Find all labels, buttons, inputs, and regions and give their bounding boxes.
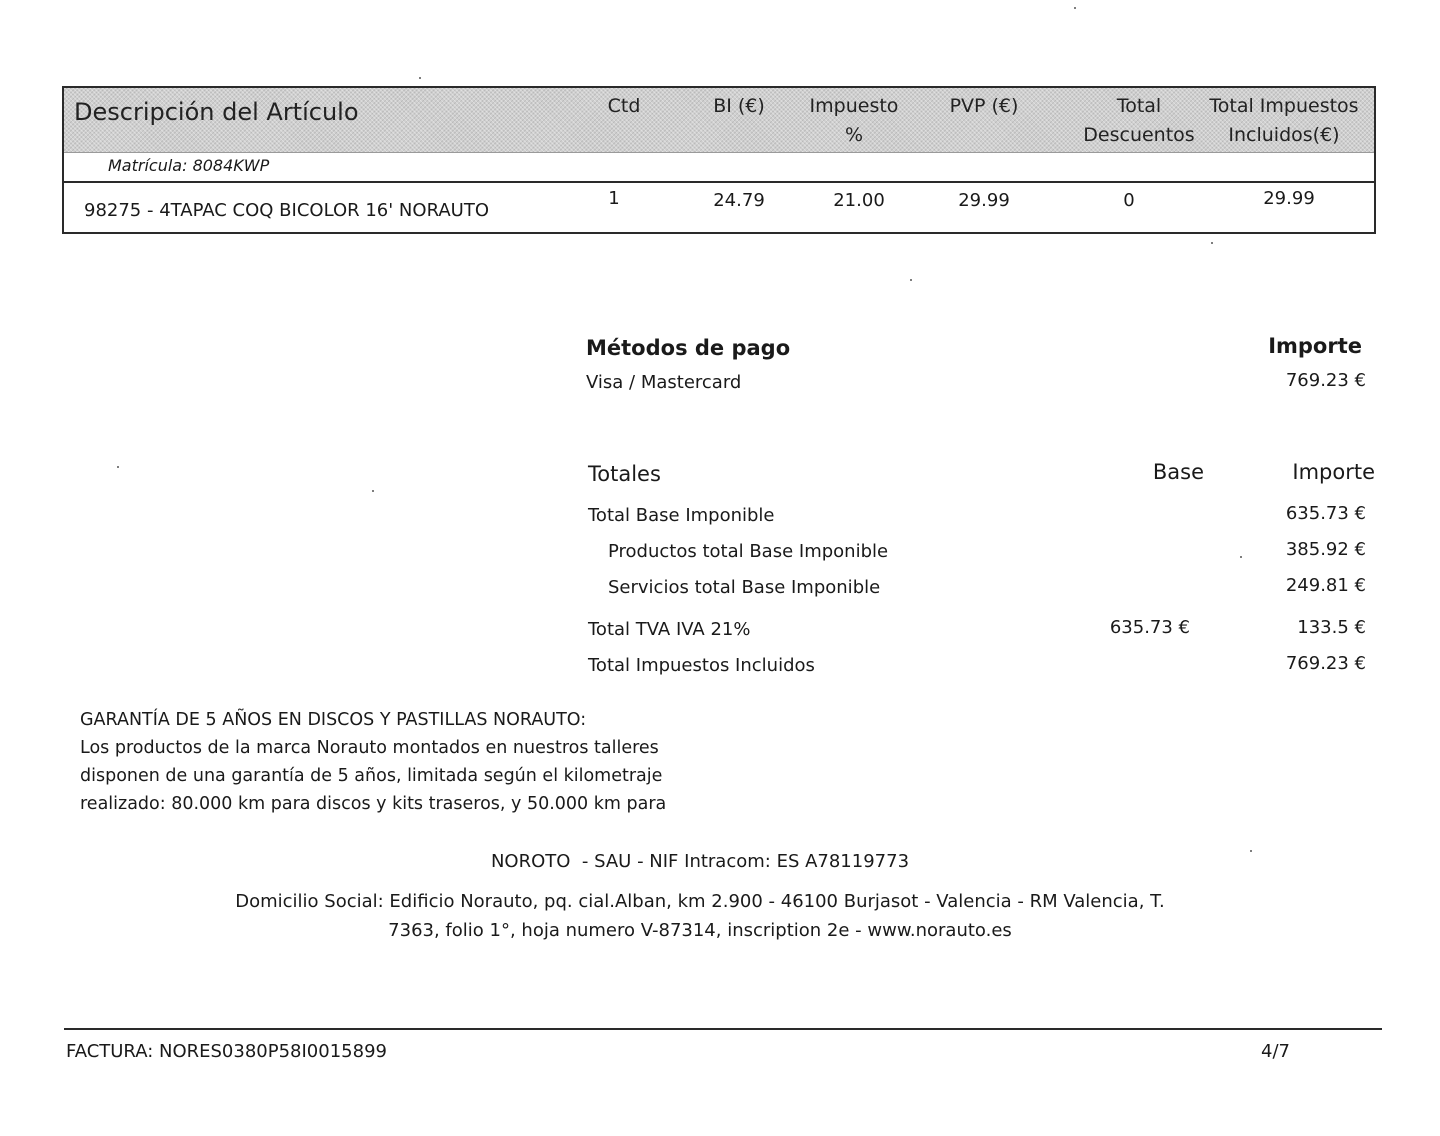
totals-row-label: Servicios total Base Imponible [608,577,881,598]
totals-row-label: Total Base Imponible [588,505,775,526]
totals-row-label: Total Impuestos Incluidos [588,655,815,676]
header-discounts-line1: Total [1116,95,1162,117]
scan-speck [117,466,119,468]
totals-title: Totales [588,462,661,486]
page-number: 4/7 [1261,1041,1290,1062]
header-pvp: PVP (€) [949,95,1019,117]
company-address [150,887,1250,945]
totals-row-amount: 385.92 € [1285,539,1366,560]
payment-title: Métodos de pago [586,336,791,360]
totals-row-base: 635.73 € [1109,617,1190,638]
totals-row-amount: 769.23 € [1285,653,1366,674]
header-total-tax [1204,92,1364,150]
company-address-line1: Domicilio Social: Edificio Norauto, pq. cial.Alban, km 2.900 - 46100 Burjasot - Valencia - RM Valencia, T. [235,891,1165,912]
header-qty: Ctd [607,95,641,117]
header-total-tax-line1: Total Impuestos [1209,95,1359,117]
row-total: 29.99 [1263,188,1315,209]
matricula-label: Matrícula: 8084KWP [108,156,270,175]
totals-row-label: Productos total Base Imponible [608,541,889,562]
header-discounts-line2: Descuentos [1083,124,1195,146]
warranty-line: realizado: 80.000 km para discos y kits traseros, y 50.000 km para [80,794,667,814]
totals-base-header: Base [1152,460,1204,484]
company-nif: NOROTO - SAU - NIF Intracom: ES A78119773 [490,851,910,872]
scan-speck [372,490,374,492]
invoice-number: FACTURA: NORES0380P58I0015899 [66,1041,387,1062]
header-tax-line2: % [844,124,864,146]
header-tax-line1: Impuesto [809,95,899,117]
warranty-note [80,706,780,818]
row-tax: 21.00 [833,190,885,211]
row-pvp: 29.99 [958,190,1010,211]
payment-amount-header: Importe [1268,334,1362,358]
scan-speck [1211,242,1213,244]
totals-row-amount: 635.73 € [1285,503,1366,524]
row-qty: 1 [608,188,620,209]
header-bi: BI (€) [713,95,765,117]
header-total-tax-line2: Incluidos(€) [1228,124,1340,146]
table-header [64,88,1374,153]
payment-amount: 769.23 € [1285,370,1366,391]
row-description: 98275 - 4TAPAC COQ BICOLOR 16' NORAUTO [84,200,489,221]
header-description: Descripción del Artículo [74,98,359,126]
warranty-title: GARANTÍA DE 5 AÑOS EN DISCOS Y PASTILLAS NORAUTO: [80,710,587,730]
totals-row-amount: 249.81 € [1285,575,1366,596]
warranty-line: Los productos de la marca Norauto montados en nuestros talleres [80,738,659,758]
scan-speck [419,77,421,79]
scan-speck [1074,7,1076,9]
row-discounts: 0 [1123,190,1135,211]
matricula-band [64,152,1374,183]
totals-row-amount: 133.5 € [1297,617,1366,638]
warranty-line: disponen de una garantía de 5 años, limitada según el kilometraje [80,766,663,786]
scan-speck [1250,850,1252,852]
scan-speck [910,279,912,281]
header-tax [799,92,909,150]
payment-method: Visa / Mastercard [586,372,742,393]
totals-amount-header: Importe [1292,460,1375,484]
footer-divider [64,1028,1382,1030]
article-table [62,86,1376,234]
totals-row-label: Total TVA IVA 21% [588,619,751,640]
scan-speck [1240,556,1242,558]
company-address-line2: 7363, folio 1°, hoja numero V-87314, inscription 2e - www.norauto.es [388,920,1012,941]
row-bi: 24.79 [713,190,765,211]
header-discounts [1074,92,1204,150]
